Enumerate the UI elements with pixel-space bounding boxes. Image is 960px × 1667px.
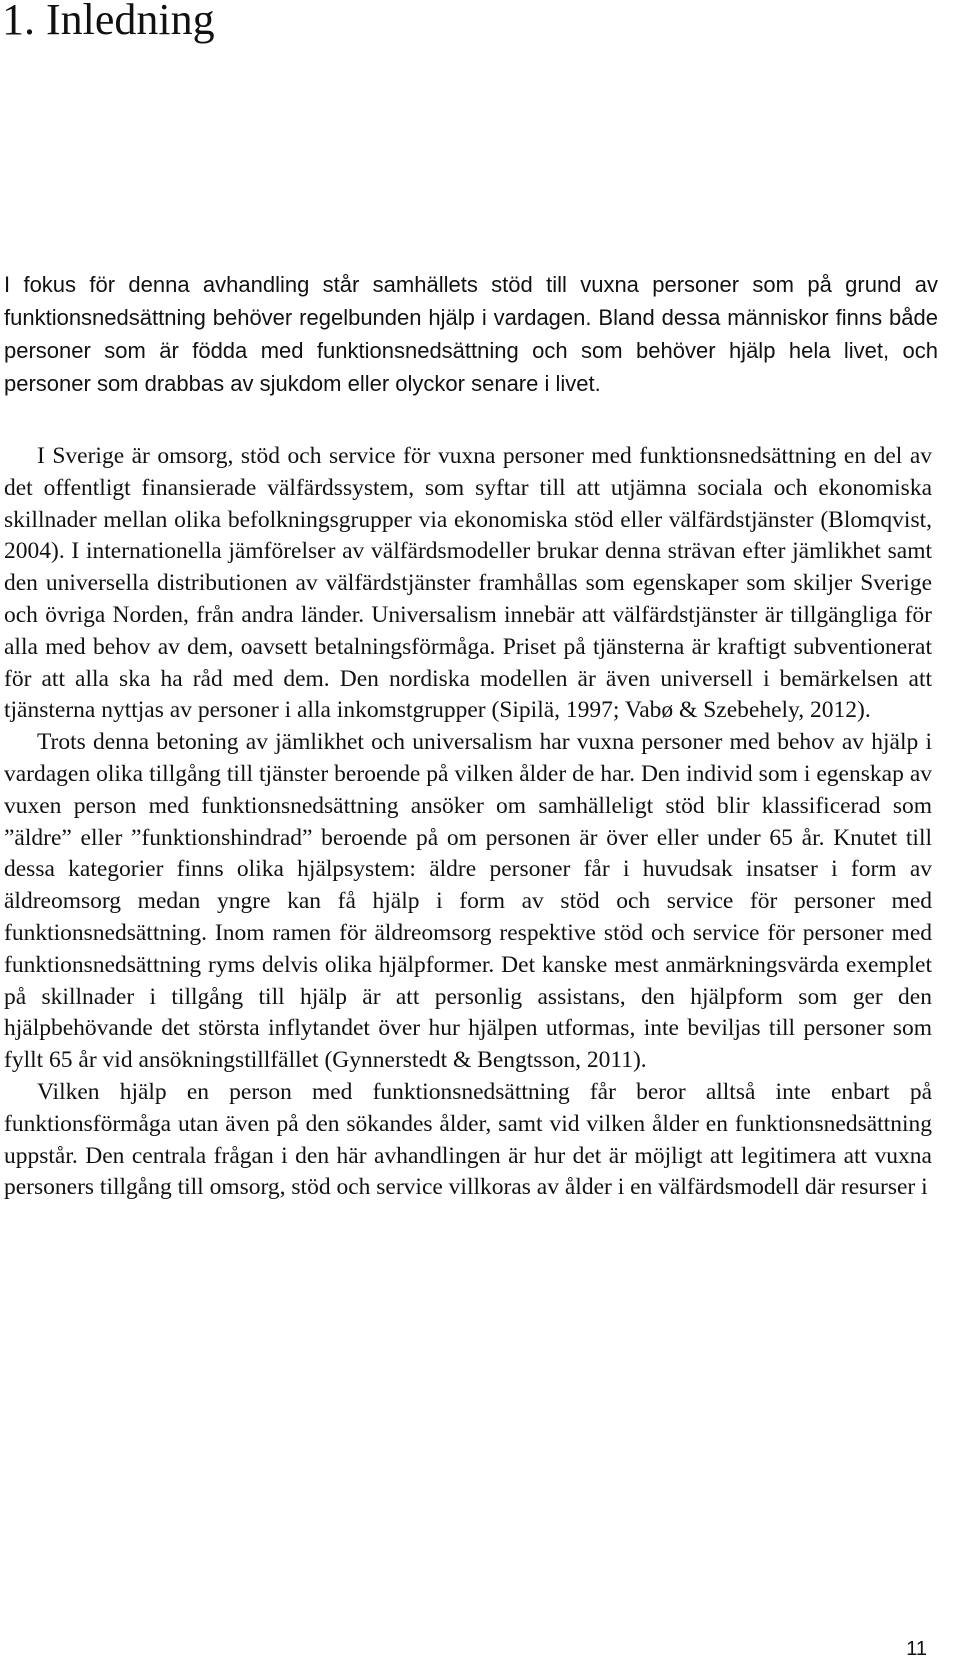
intro-paragraph: I fokus för denna avhandling står samhällets stöd till vuxna personer som på grund av funktionsnedsättning behöver regelbunden hjälp i vardagen. Bland dessa människor finns både personer som är födda med funktionsnedsättning och som behöver hjälp hela livet, och personer som drabbas av sjukdom eller olyckor senare i livet.	[4, 272, 938, 396]
body-paragraph: Trots denna betoning av jämlikhet och universalism har vuxna personer med behov av hjälp i vardagen olika tillgång till tjänster beroende på vilken ålder de har. Den individ som i egenskap av vuxen person med funktionsnedsättning ansöker om samhälleligt stöd blir klassificerad som ”äldre” eller ”funktionshindrad” beroende på om personen är över eller under 65 år. Knutet till dessa kategorier finns olika hjälpsystem: äldre personer får i huvudsak insatser i form av äldreomsorg medan yngre kan få hjälp i form av stöd och service för personer med funktionsnedsättning. Inom ramen för äldreomsorg respektive stöd och service för personer med funktionsnedsättning ryms delvis olika hjälpformer. Det kanske mest anmärkningsvärda exemplet på skillnader i tillgång till hjälp är att personlig assistans, den hjälpform som ger den hjälpbehövande det största inflytandet över hur hjälpen utformas, inte beviljas till personer som fyllt 65 år vid ansökningstillfället (Gynnerstedt & Bengtsson, 2011).	[4, 729, 932, 1074]
body-paragraph: I Sverige är omsorg, stöd och service för vuxna personer med funktionsnedsättning en del av det offentligt finansierade välfärdssystem, som syftar till att utjämna sociala och ekonomiska skillnader mellan olika befolkningsgrupper via ekonomiska stöd eller välfärdstjänster (Blomqvist, 2004). I internationella jämförelser av välfärdsmodeller brukar denna strävan efter jämlikhet samt den universella distributionen av välfärdstjänster framhållas som egenskaper som skiljer Sverige och övriga Norden, från andra länder. Universalism innebär att välfärdstjänster är tillgängliga för alla med behov av dem, oavsett betalningsförmåga. Priset på tjänsterna är kraftigt subventionerat för att alla ska ha råd med dem. Den nordiska modellen är även universell i bemärkelsen att tjänsterna nyttjas av personer i alla inkomstgrupper (Sipilä, 1997; Vabø & Szebehely, 2012).	[4, 443, 932, 724]
chapter-heading: 1. Inledning	[2, 0, 215, 44]
body-text	[4, 441, 932, 1204]
body-paragraph: Vilken hjälp en person med funktionsnedsättning får beror alltså inte enbart på funktionsförmåga utan även på den sökandes ålder, samt vid vilken ålder en funktionsnedsättning uppstår. Den centrala frågan i den här avhandlingen är hur det är möjligt att legitimera att vuxna personers tillgång till omsorg, stöd och service villkoras av ålder i en välfärdsmodell där resurser i	[4, 1078, 932, 1201]
page-number: 11	[906, 1638, 927, 1660]
